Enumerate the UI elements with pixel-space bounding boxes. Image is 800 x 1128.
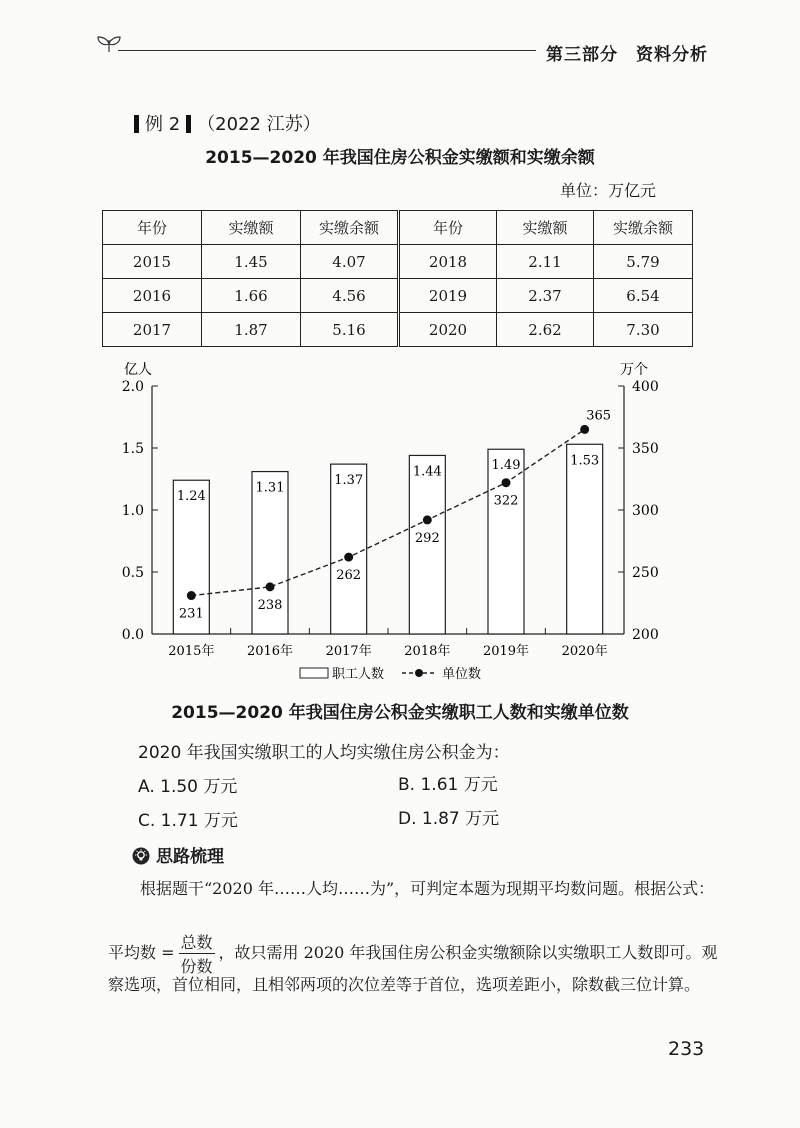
example-source: （2022 江苏） bbox=[197, 114, 321, 135]
line-value-label: 262 bbox=[336, 568, 362, 584]
option-a[interactable]: A. 1.50 万元 bbox=[138, 777, 238, 797]
line-value-label: 231 bbox=[178, 606, 204, 622]
right-tick-label: 200 bbox=[632, 627, 659, 643]
table-cell: 1.45 bbox=[202, 245, 301, 279]
right-tick-label: 300 bbox=[632, 503, 659, 519]
line-point bbox=[266, 582, 275, 591]
header-rule bbox=[118, 50, 536, 51]
table-cell: 5.16 bbox=[301, 313, 399, 347]
page-number: 233 bbox=[668, 1038, 705, 1060]
analysis-heading-text: 思路梳理 bbox=[156, 847, 224, 867]
bulb-icon bbox=[132, 847, 150, 865]
header-cell: 年份 bbox=[399, 211, 497, 245]
right-tick-label: 400 bbox=[632, 379, 659, 395]
left-tick-label: 1.5 bbox=[121, 441, 144, 457]
right-tick-label: 350 bbox=[632, 441, 659, 457]
table-cell: 2016 bbox=[103, 279, 202, 313]
legend-line-label: 单位数 bbox=[442, 667, 482, 682]
example-label bbox=[128, 110, 321, 136]
line-value-label: 322 bbox=[493, 493, 519, 509]
bar-value-label: 1.53 bbox=[570, 453, 600, 469]
bar bbox=[331, 464, 367, 634]
left-axis-unit: 亿人 bbox=[124, 362, 152, 378]
chart-title: 2015—2020 年我国住房公积金实缴职工人数和实缴单位数 bbox=[171, 703, 629, 723]
section-header: 第三部分 资料分析 bbox=[546, 45, 708, 65]
table-header-row bbox=[103, 211, 693, 245]
table-cell: 6.54 bbox=[594, 279, 693, 313]
right-tick-label: 250 bbox=[632, 565, 659, 581]
table-cell: 2019 bbox=[399, 279, 497, 313]
line-point bbox=[580, 425, 589, 434]
table-unit: 单位：万亿元 bbox=[560, 181, 657, 200]
right-axis-unit: 万个 bbox=[620, 362, 648, 378]
left-tick-label: 2.0 bbox=[121, 379, 144, 395]
x-tick-label: 2015年 bbox=[168, 644, 215, 659]
header-cell: 年份 bbox=[103, 211, 202, 245]
legend-line-marker bbox=[415, 669, 423, 677]
header-cell: 实缴额 bbox=[202, 211, 301, 245]
question-stem: 2020 年我国实缴职工的人均实缴住房公积金为： bbox=[138, 743, 510, 763]
x-tick-label: 2017年 bbox=[325, 644, 372, 659]
table-cell: 2.11 bbox=[497, 245, 594, 279]
x-tick-label: 2020年 bbox=[561, 644, 608, 659]
line-value-label: 365 bbox=[586, 408, 612, 424]
table-cell: 2.37 bbox=[497, 279, 594, 313]
line-point bbox=[344, 553, 353, 562]
table-row bbox=[103, 279, 693, 313]
x-tick-label: 2016年 bbox=[246, 644, 294, 659]
option-d[interactable]: D. 1.87 万元 bbox=[398, 809, 500, 829]
line-point bbox=[423, 515, 432, 524]
fraction-numerator: 总数 bbox=[179, 930, 215, 954]
analysis-paragraph-3: 察选项，首位相同，且相邻两项的次位差等于首位，选项差距小，除数截三位计算。 bbox=[108, 975, 701, 994]
header-cell: 实缴余额 bbox=[594, 211, 693, 245]
table-cell: 2018 bbox=[399, 245, 497, 279]
line-series bbox=[191, 429, 584, 595]
bar bbox=[567, 444, 603, 634]
header-cell: 实缴额 bbox=[497, 211, 594, 245]
bar bbox=[488, 449, 524, 634]
bar-value-label: 1.31 bbox=[255, 480, 285, 496]
table-cell: 4.07 bbox=[301, 245, 399, 279]
table-row bbox=[103, 313, 693, 347]
table-cell: 2017 bbox=[103, 313, 202, 347]
line-value-label: 292 bbox=[414, 530, 440, 546]
legend-bar-swatch bbox=[300, 668, 328, 678]
left-tick-label: 0.5 bbox=[121, 565, 144, 581]
table-cell: 1.66 bbox=[202, 279, 301, 313]
analysis-paragraph-2 bbox=[108, 930, 717, 977]
header-cell: 实缴余额 bbox=[301, 211, 399, 245]
line-value-label: 238 bbox=[257, 597, 283, 613]
fraction-denominator: 份数 bbox=[180, 957, 213, 976]
table-cell: 2020 bbox=[399, 313, 497, 347]
x-tick-label: 2018年 bbox=[404, 644, 451, 659]
formula-label: 平均数 = bbox=[108, 943, 175, 962]
analysis-paragraph-2-rest: ，故只需用 2020 年我国住房公积金实缴额除以实缴职工人数即可。观 bbox=[218, 943, 718, 962]
table-cell: 4.56 bbox=[301, 279, 399, 313]
table-cell: 7.30 bbox=[594, 313, 693, 347]
bar-value-label: 1.49 bbox=[491, 458, 521, 474]
bar-value-label: 1.44 bbox=[412, 464, 442, 480]
option-c[interactable]: C. 1.71 万元 bbox=[138, 811, 238, 831]
example-number: 例 2 bbox=[145, 114, 181, 135]
line-point bbox=[187, 591, 196, 600]
left-tick-label: 0.0 bbox=[121, 627, 144, 643]
legend-bar-label: 职工人数 bbox=[332, 667, 385, 682]
label-bar-left bbox=[134, 115, 139, 133]
x-tick-label: 2019年 bbox=[482, 644, 530, 659]
table-cell: 2.62 bbox=[497, 313, 594, 347]
analysis-paragraph-1: 根据题干“2020 年……人均……为”，可判定本题为现期平均数问题。根据公式： bbox=[140, 879, 715, 898]
option-b[interactable]: B. 1.61 万元 bbox=[398, 775, 498, 795]
leaf-icon bbox=[96, 34, 122, 54]
table-row bbox=[103, 245, 693, 279]
table-cell: 5.79 bbox=[594, 245, 693, 279]
label-bar-right bbox=[186, 115, 191, 133]
bar-value-label: 1.37 bbox=[334, 473, 364, 489]
table-cell: 1.87 bbox=[202, 313, 301, 347]
line-point bbox=[502, 478, 511, 487]
left-tick-label: 1.0 bbox=[121, 503, 144, 519]
analysis-heading bbox=[132, 842, 224, 867]
combo-chart bbox=[90, 356, 690, 696]
table-cell: 2015 bbox=[103, 245, 202, 279]
table-title: 2015—2020 年我国住房公积金实缴额和实缴余额 bbox=[205, 148, 595, 168]
bar-value-label: 1.24 bbox=[176, 489, 206, 505]
formula-fraction bbox=[179, 930, 215, 977]
data-table bbox=[102, 210, 693, 347]
